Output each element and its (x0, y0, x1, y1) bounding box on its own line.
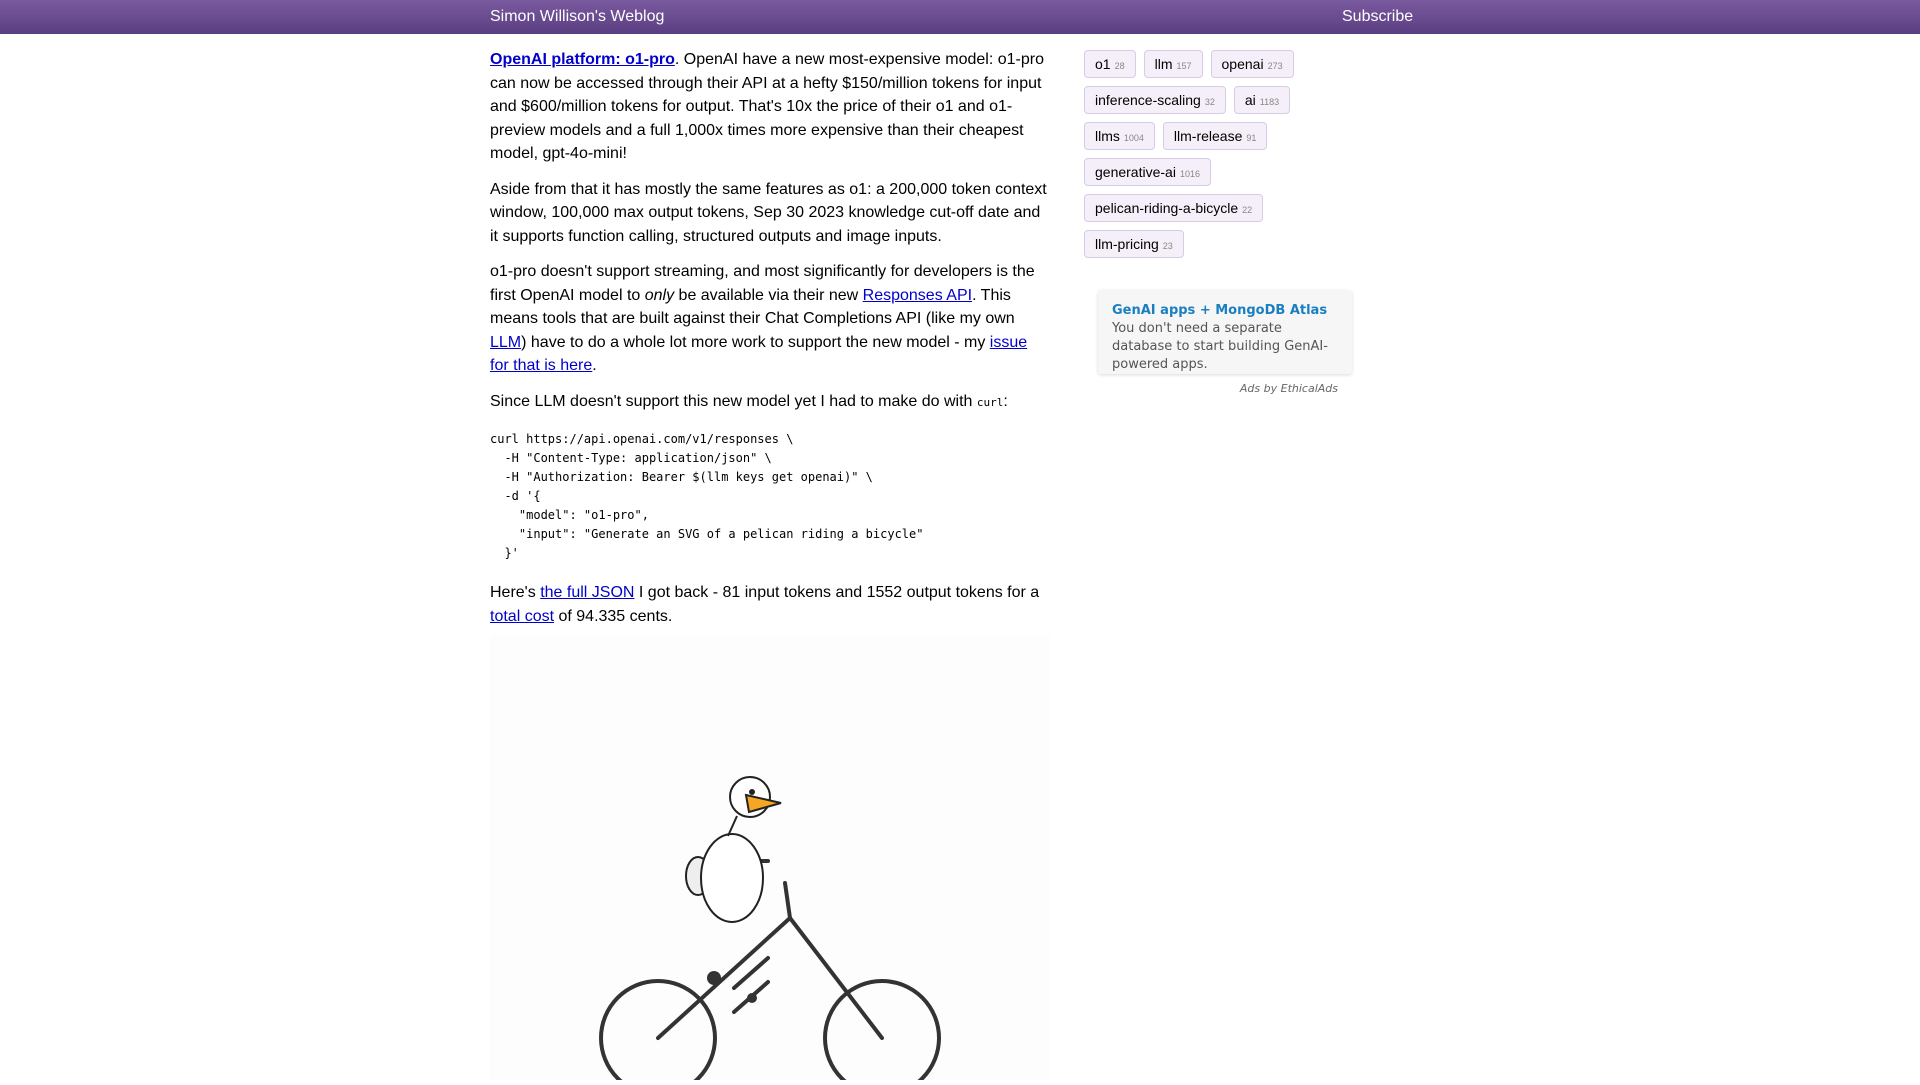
p3-text-c: . This means tools that are built against their Chat Completions API (like my own (490, 286, 1015, 327)
tag-count: 32 (1204, 97, 1215, 107)
post-paragraph-1 (490, 48, 1050, 166)
responses-api-link[interactable]: Responses API (862, 286, 973, 304)
ad-link[interactable]: GenAI apps + MongoDB Atlas (1112, 303, 1328, 318)
post-paragraph-2: Aside from that it has mostly the same features as o1: a 200,000 token context window, 100,000 max output tokens, Sep 30 2023 knowledge cut-off date and it supports function calling, structured outputs and image inputs. (490, 180, 1047, 245)
post-content (490, 48, 1050, 640)
tag-llm-pricing[interactable] (1084, 230, 1184, 258)
bike-fork (790, 918, 882, 1038)
p3-emphasis: only (644, 286, 675, 304)
tag-llms[interactable] (1084, 122, 1155, 150)
tag-row (1084, 158, 1364, 186)
site-title-link[interactable]: Simon Willison's Weblog (490, 8, 665, 25)
tag-count: 91 (1246, 133, 1257, 143)
tag-row (1084, 122, 1364, 150)
tag-openai[interactable] (1211, 50, 1294, 78)
bike-hub-left (707, 971, 721, 985)
front-wheel (825, 981, 939, 1080)
issue-link[interactable]: issue for that is here (490, 333, 1028, 374)
post-paragraph-4 (490, 390, 1050, 415)
p5-text-a: Here's (490, 584, 541, 601)
full-json-link[interactable]: the full JSON (540, 584, 635, 601)
total-cost-link[interactable]: total cost (490, 607, 555, 625)
p3-text-d: ) have to do a whole lot more work to support the new model - my (521, 333, 990, 351)
p3-text-b: be available via their new (674, 286, 863, 304)
code-block: curl https://api.openai.com/v1/responses \ -H "Content-Type: application/json" \ -H "Authorization: Bearer $(llm keys get openai)" \ -d '{ "model": "o1-pro", "input": "Generate an SVG of a pelican riding a bicycle" }' (490, 432, 924, 560)
subscribe-link[interactable]: Subscribe (1342, 8, 1414, 25)
p4-text-a: Since LLM doesn't support this new model yet I had to make do with (490, 392, 977, 410)
p4-text-b: : (1003, 392, 1008, 410)
tag-name: llm-release (1173, 128, 1243, 144)
bike-head-tube (785, 883, 790, 918)
pelican-illustration (490, 636, 1050, 1080)
tag-llm[interactable] (1144, 50, 1203, 78)
tag-name: inference-scaling (1095, 92, 1201, 108)
p1-text: . OpenAI have a new most-expensive model: o1-pro can now be accessed through their API at a hefty $150/million tokens for input and $600/million tokens for output. That's 10x the price of their o1 and o1-preview models and a full 1,000x times more expensive than their cheapest model, gpt-4o-mini! (490, 51, 1044, 162)
pelican-eye (750, 790, 754, 794)
inline-code-curl: curl (976, 395, 1004, 409)
p3-text-e: . (592, 357, 597, 374)
post-paragraph-3 (490, 260, 1050, 378)
ethicalads-box (1098, 290, 1352, 374)
post-paragraph-5 (490, 581, 1050, 628)
tag-name: pelican-riding-a-bicycle (1095, 200, 1239, 216)
tag-row (1084, 194, 1364, 222)
tag-count: 1016 (1179, 169, 1200, 179)
tag-row (1084, 50, 1364, 78)
tag-count: 157 (1176, 61, 1192, 71)
tag-pelican-riding-a-bicycle[interactable] (1084, 194, 1263, 222)
bike-frame-tube (658, 918, 790, 1038)
tag-generative-ai[interactable] (1084, 158, 1211, 186)
tag-inference-scaling[interactable] (1084, 86, 1226, 114)
tag-o1[interactable] (1084, 50, 1136, 78)
tag-row (1084, 86, 1364, 114)
tag-name: llm-pricing (1095, 236, 1159, 252)
top-bar (0, 0, 1920, 34)
pelican-neck (728, 816, 737, 836)
tag-name: generative-ai (1095, 164, 1176, 180)
tag-list (1084, 50, 1364, 266)
ads-by-label[interactable]: Ads by EthicalAds (1239, 382, 1338, 395)
p3-text-a: o1-pro doesn't support streaming, and most significantly for developers is the first OpenAI model to (490, 263, 1035, 304)
tag-count: 28 (1114, 61, 1125, 71)
post-title-link[interactable]: OpenAI platform: o1-pro (490, 51, 675, 68)
tag-count: 22 (1242, 205, 1253, 215)
tag-ai[interactable] (1234, 86, 1290, 114)
p5-text-b: I got back - 81 input tokens and 1552 output tokens for a (634, 584, 1040, 601)
tag-row (1084, 230, 1364, 258)
tag-count: 1004 (1123, 133, 1144, 143)
p5-text-c: of 94.335 cents. (554, 607, 673, 625)
tag-name: ai (1244, 92, 1256, 108)
llm-link[interactable]: LLM (490, 333, 522, 351)
tag-count: 273 (1267, 61, 1283, 71)
tag-llm-release[interactable] (1163, 122, 1267, 150)
pelican-bicycle-svg (490, 636, 1050, 1080)
tag-name: o1 (1095, 56, 1111, 72)
pelican-body (701, 834, 763, 922)
tag-name: llms (1095, 128, 1120, 144)
tag-name: openai (1221, 56, 1264, 72)
rear-wheel (601, 981, 715, 1080)
ad-text: You don't need a separate database to start building GenAI-powered apps. (1112, 321, 1328, 372)
tag-name: llm (1154, 56, 1173, 72)
tag-count: 1183 (1259, 97, 1280, 107)
tag-count: 23 (1162, 241, 1173, 251)
bike-hub-right (747, 993, 757, 1003)
